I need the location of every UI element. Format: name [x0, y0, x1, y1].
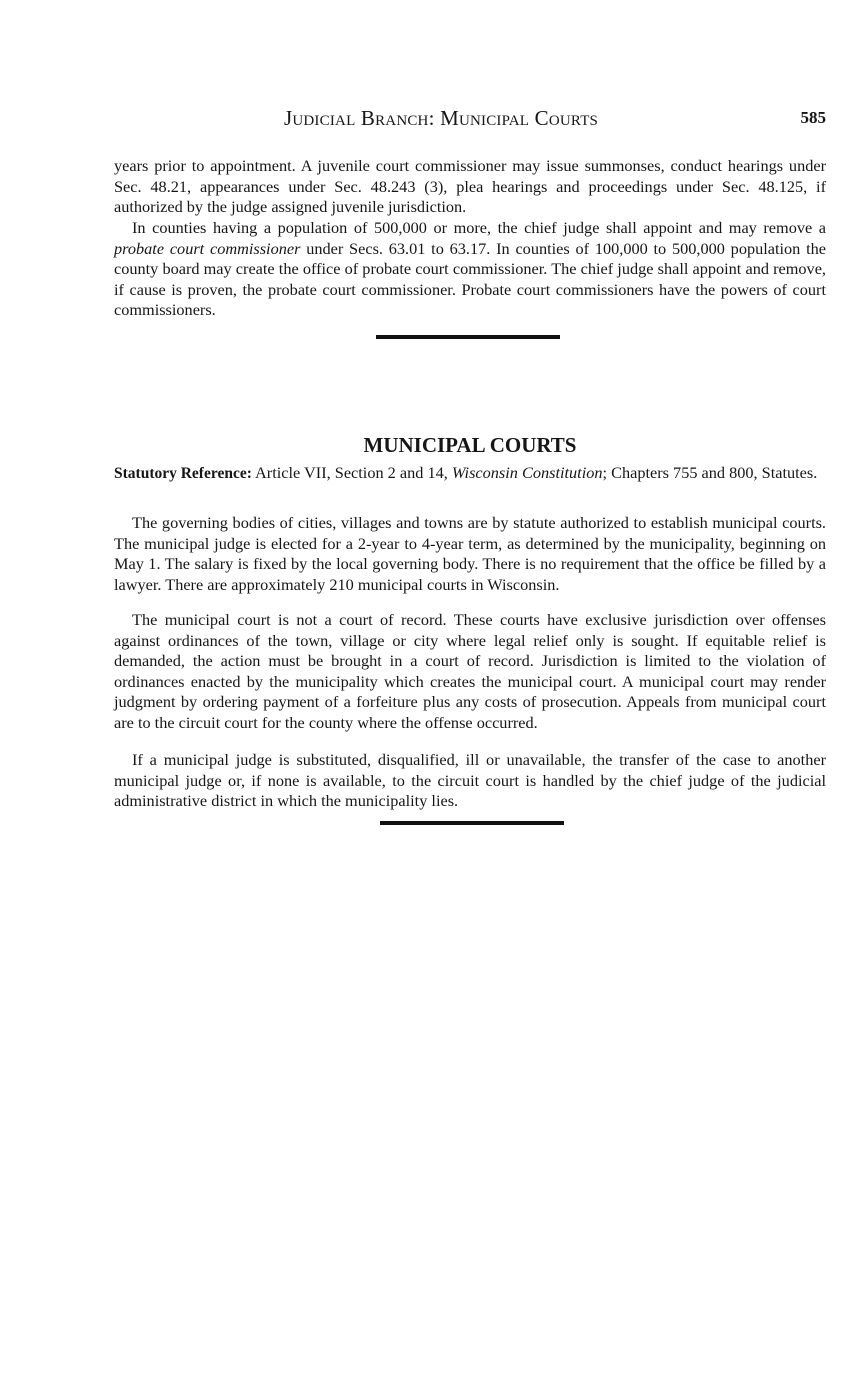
- statutory-text-after: ; Chapters 755 and 800, Statutes.: [602, 463, 818, 482]
- continuation-paragraph: years prior to appointment. A juvenile court commissioner may issue summonses, conduct hearings under Sec. 48.21, appearances under Sec. 48.243 (3), plea hearings and proceedings under Sec. 48.125, if authorized by the judge assigned juvenile jurisdiction.: [114, 156, 826, 216]
- section-divider-bottom: [380, 821, 564, 825]
- probate-text-before: In counties having a population of 500,000 or more, the chief judge shall appoint and may remove a: [132, 218, 826, 237]
- probate-term: probate court commissioner: [114, 238, 301, 258]
- section-divider-top: [376, 335, 560, 339]
- running-head: Judicial Branch: Municipal Courts: [284, 106, 599, 130]
- body-paragraph-substitution: If a municipal judge is substituted, disqualified, ill or unavailable, the transfer of the case to another municipal judge or, if none is available, to the circuit court is handled by the chief judge of the judicial administrative district in which the municipality lies.: [114, 750, 826, 810]
- page-number: 585: [800, 108, 826, 127]
- statutory-reference: [114, 463, 826, 485]
- section-title: MUNICIPAL COURTS: [363, 433, 577, 457]
- probate-commissioner-paragraph: [114, 218, 826, 321]
- statutory-reference-label: Statutory Reference:: [114, 465, 252, 482]
- page-header: [114, 106, 826, 136]
- statutory-source: Wisconsin Constitution: [451, 463, 603, 482]
- probate-text-after: under Secs. 63.01 to 63.17. In counties of 100,000 to 500,000 population the county board may create the office of probate court commissioner. The chief judge shall appoint and remove, if cause is proven, the probate court commissioner. Probate court commissioners have the powers of court commissioners.: [114, 238, 826, 319]
- body-paragraph-establishment: The governing bodies of cities, villages and towns are by statute authorized to establish municipal courts. The municipal judge is elected for a 2-year to 4-year term, as determined by the municipality, beginning on May 1. The salary is fixed by the local governing body. There is no requirement that the office be filled by a lawyer. There are approximately 210 municipal courts in Wisconsin.: [114, 513, 826, 594]
- body-paragraph-jurisdiction: The municipal court is not a court of record. These courts have exclusive jurisdiction over offenses against ordinances of the town, village or city where legal relief only is sought. If equitable relief is demanded, the action must be brought in a court of record. Jurisdiction is limited to the violation of ordinances enacted by the municipality which creates the municipal court. A municipal court may render judgment by ordering payment of a forfeiture plus any costs of prosecution. Appeals from municipal court are to the circuit court for the county where the offense occurred.: [114, 610, 826, 732]
- statutory-text-before: Article VII, Section 2 and 14,: [251, 463, 452, 482]
